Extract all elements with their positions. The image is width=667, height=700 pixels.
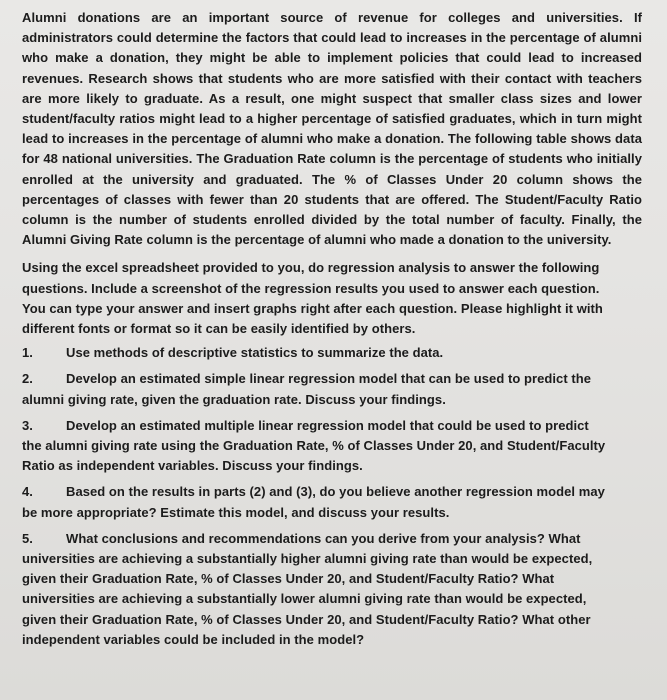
question-text: What conclusions and recommendations can you derive from your analysis? What universities are achieving a substantially higher alumni giving rate than would be expected, given their Graduation Rate, % of Classes Under 20, and Student/Faculty Ratio? What universities are achieving a substantially lower alumni giving rate than would be expected, given their Graduation Rate, % of Classes Under 20, and Student/Faculty Ratio? What other independent variables could be included in the model? [22, 530, 593, 647]
question-4 [22, 482, 612, 522]
question-number: 4. [22, 484, 33, 500]
question-1 [22, 343, 612, 363]
question-number: 2. [22, 371, 33, 387]
question-5 [22, 529, 612, 650]
question-number: 5. [22, 530, 33, 546]
question-text: Develop an estimated simple linear regression model that can be used to predict the alumni giving rate, given the graduation rate. Discuss your findings. [22, 371, 592, 407]
question-number: 3. [22, 417, 33, 433]
intro-paragraph: Alumni donations are an important source of revenue for colleges and universities. If administrators could determine the factors that could lead to increases in the percentage of alumni who make a donation, they might be able to implement policies that could lead to increased revenues. Research shows that students who are more satisfied with their contact with teachers are more likely to graduate. As a result, one might suspect that smaller class sizes and lower student/faculty ratios might lead to a higher percentage of satisfied graduates, which in turn might lead to increases in the percentage of alumni who make a donation. The following table shows data for 48 national universities. The Graduation Rate column is the percentage of students who initially enrolled at the university and graduated. The % of Classes Under 20 column shows the percentages of classes with fewer than 20 students that are offered. The Student/Faculty Ratio column is the number of students enrolled divided by the total number of faculty. Finally, the Alumni Giving Rate column is the percentage of alumni who made a donation to the university. [22, 10, 642, 248]
assignment-document [22, 8, 642, 650]
question-text: Based on the results in parts (2) and (3), do you believe another regression model may be more appropriate? Estimate this model, and discuss your results. [22, 484, 605, 520]
question-text: Use methods of descriptive statistics to summarize the data. [66, 345, 444, 361]
question-2 [22, 369, 612, 409]
question-text: Develop an estimated multiple linear regression model that could be used to predict the alumni giving rate using the Graduation Rate, % of Classes Under 20, and Student/Faculty Ratio as independent variables. Discuss your findings. [22, 417, 606, 474]
instructions-paragraph: Using the excel spreadsheet provided to you, do regression analysis to answer the following questions. Include a screenshot of the regression results you used to answer each question. You can type your answer and insert graphs right after each question. Please highlight it with different fonts or format so it can be easily identified by others. [22, 260, 603, 337]
question-3 [22, 416, 612, 477]
question-number: 1. [22, 345, 33, 361]
